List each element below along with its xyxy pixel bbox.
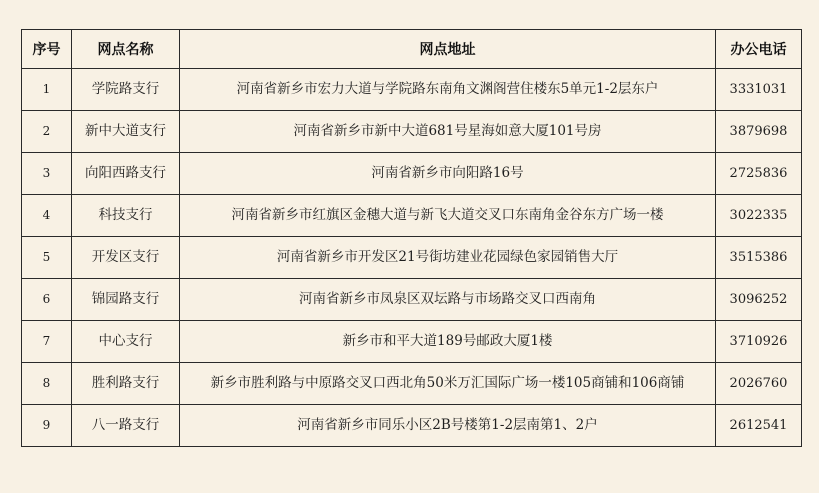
branch-address: 河南省新乡市宏力大道与学院路东南角文渊阁营住楼东5单元1-2层东户 bbox=[180, 69, 716, 111]
row-number: 4 bbox=[22, 195, 72, 237]
branch-phone: 3331031 bbox=[716, 69, 802, 111]
header-office-phone: 办公电话 bbox=[716, 30, 802, 69]
row-number: 7 bbox=[22, 321, 72, 363]
branch-phone: 2026760 bbox=[716, 363, 802, 405]
header-branch-name: 网点名称 bbox=[72, 30, 180, 69]
branch-name: 八一路支行 bbox=[72, 405, 180, 447]
branch-address: 河南省新乡市新中大道681号星海如意大厦101号房 bbox=[180, 111, 716, 153]
table-row bbox=[22, 279, 802, 321]
table-header-row bbox=[22, 30, 802, 69]
branch-name: 新中大道支行 bbox=[72, 111, 180, 153]
branch-phone: 3710926 bbox=[716, 321, 802, 363]
branch-address: 河南省新乡市同乐小区2B号楼第1-2层南第1、2户 bbox=[180, 405, 716, 447]
branch-phone: 3022335 bbox=[716, 195, 802, 237]
table-row bbox=[22, 111, 802, 153]
branch-name: 中心支行 bbox=[72, 321, 180, 363]
branch-phone: 3515386 bbox=[716, 237, 802, 279]
branch-phone: 3096252 bbox=[716, 279, 802, 321]
table-row bbox=[22, 363, 802, 405]
branch-address: 新乡市胜利路与中原路交叉口西北角50米万汇国际广场一楼105商铺和106商铺 bbox=[180, 363, 716, 405]
row-number: 3 bbox=[22, 153, 72, 195]
table-row bbox=[22, 69, 802, 111]
table-row bbox=[22, 405, 802, 447]
branch-phone: 2725836 bbox=[716, 153, 802, 195]
branch-name: 向阳西路支行 bbox=[72, 153, 180, 195]
table-row bbox=[22, 321, 802, 363]
table-row bbox=[22, 153, 802, 195]
table-row bbox=[22, 195, 802, 237]
row-number: 2 bbox=[22, 111, 72, 153]
row-number: 8 bbox=[22, 363, 72, 405]
branch-address: 河南省新乡市红旗区金穗大道与新飞大道交叉口东南角金谷东方广场一楼 bbox=[180, 195, 716, 237]
table-row bbox=[22, 237, 802, 279]
branch-table-container bbox=[21, 29, 801, 447]
branch-address: 河南省新乡市凤泉区双坛路与市场路交叉口西南角 bbox=[180, 279, 716, 321]
branch-name: 锦园路支行 bbox=[72, 279, 180, 321]
branch-name: 学院路支行 bbox=[72, 69, 180, 111]
branch-name: 开发区支行 bbox=[72, 237, 180, 279]
branch-address: 河南省新乡市向阳路16号 bbox=[180, 153, 716, 195]
branch-name: 科技支行 bbox=[72, 195, 180, 237]
branch-address: 新乡市和平大道189号邮政大厦1楼 bbox=[180, 321, 716, 363]
branch-name: 胜利路支行 bbox=[72, 363, 180, 405]
header-branch-address: 网点地址 bbox=[180, 30, 716, 69]
branch-table bbox=[21, 29, 802, 447]
branch-address: 河南省新乡市开发区21号街坊建业花园绿色家园销售大厅 bbox=[180, 237, 716, 279]
branch-phone: 2612541 bbox=[716, 405, 802, 447]
branch-phone: 3879698 bbox=[716, 111, 802, 153]
row-number: 5 bbox=[22, 237, 72, 279]
row-number: 9 bbox=[22, 405, 72, 447]
row-number: 6 bbox=[22, 279, 72, 321]
header-serial-number: 序号 bbox=[22, 30, 72, 69]
row-number: 1 bbox=[22, 69, 72, 111]
